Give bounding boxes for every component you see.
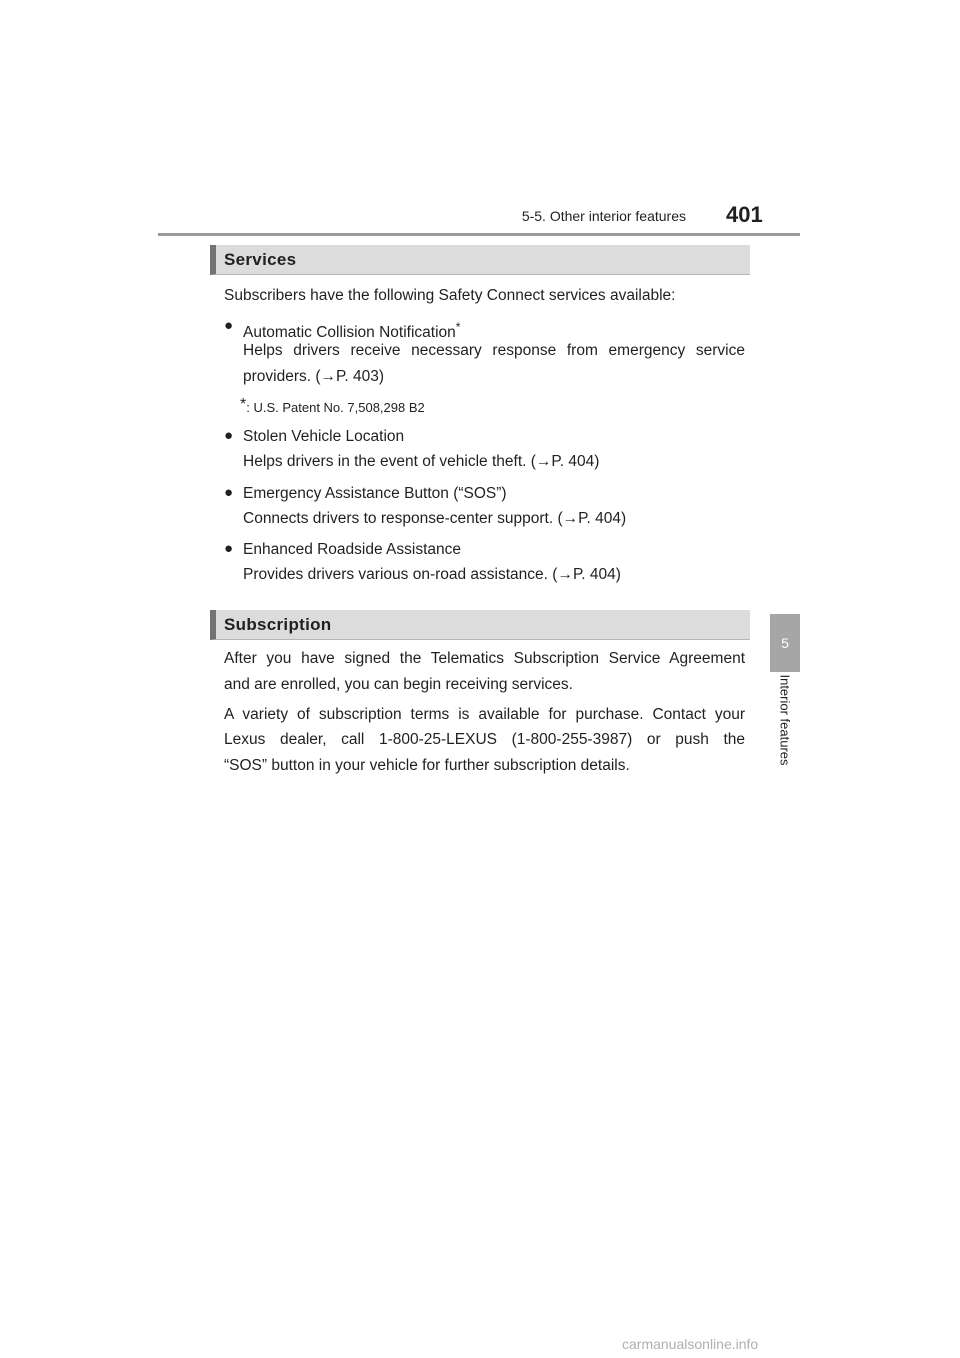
bullet-icon: ● — [224, 540, 234, 557]
service-item-desc: Helps drivers receive necessary response from emergency service — [243, 342, 745, 359]
arrow-icon: → — [535, 453, 552, 470]
subscription-paragraph: Lexus dealer, call 1-800-25-LEXUS (1-800-255-3987) or push the — [224, 731, 745, 748]
page-reference[interactable]: P. 404) — [578, 510, 627, 527]
bullet-icon: ● — [224, 484, 234, 501]
subscription-paragraph: and are enrolled, you can begin receiving services. — [224, 676, 573, 693]
service-item-desc: Provides drivers various on-road assistance. (→P. 404) — [243, 566, 621, 583]
service-item-desc: Connects drivers to response-center support. (→P. 404) — [243, 510, 627, 527]
page-reference[interactable]: P. 403) — [336, 368, 385, 385]
arrow-icon: → — [562, 510, 579, 527]
header-divider — [158, 233, 800, 236]
subscription-paragraph: “SOS” button in your vehicle for further subscription details. — [224, 757, 630, 774]
page-number: 401 — [726, 202, 763, 227]
subscription-heading-bar — [210, 610, 750, 640]
running-header: 5-5. Other interior features — [521, 208, 686, 224]
service-item-title: Automatic Collision Notification* — [243, 320, 461, 341]
service-item-title: Stolen Vehicle Location — [243, 428, 405, 445]
chapter-title: Interior features — [777, 674, 793, 766]
subscription-paragraph: A variety of subscription terms is available for purchase. Contact your — [224, 706, 745, 723]
services-heading: Services — [224, 250, 297, 269]
arrow-icon: → — [320, 368, 337, 385]
subscription-heading: Subscription — [224, 615, 332, 634]
subscription-paragraph: After you have signed the Telematics Subscription Service Agreement — [224, 650, 745, 667]
services-heading-bar — [210, 245, 750, 275]
service-item-desc: Helps drivers in the event of vehicle theft. (→P. 404) — [243, 453, 600, 470]
service-item-title: Emergency Assistance Button (“SOS”) — [243, 485, 507, 502]
asterisk-mark: * — [240, 396, 247, 413]
services-intro: Subscribers have the following Safety Connect services available: — [224, 287, 676, 304]
watermark: carmanualsonline.info — [622, 1336, 759, 1352]
bullet-icon: ● — [224, 427, 234, 444]
chapter-tab — [770, 614, 800, 672]
footnote: *: U.S. Patent No. 7,508,298 B2 — [240, 396, 425, 415]
page-reference[interactable]: P. 404) — [572, 566, 621, 583]
chapter-number: 5 — [781, 635, 789, 651]
service-item-title: Enhanced Roadside Assistance — [243, 541, 462, 558]
asterisk-mark: * — [455, 320, 461, 334]
service-item-desc: providers. (→P. 403) — [243, 368, 385, 385]
bullet-icon: ● — [224, 317, 234, 334]
page-reference[interactable]: P. 404) — [551, 453, 600, 470]
arrow-icon: → — [557, 566, 573, 583]
